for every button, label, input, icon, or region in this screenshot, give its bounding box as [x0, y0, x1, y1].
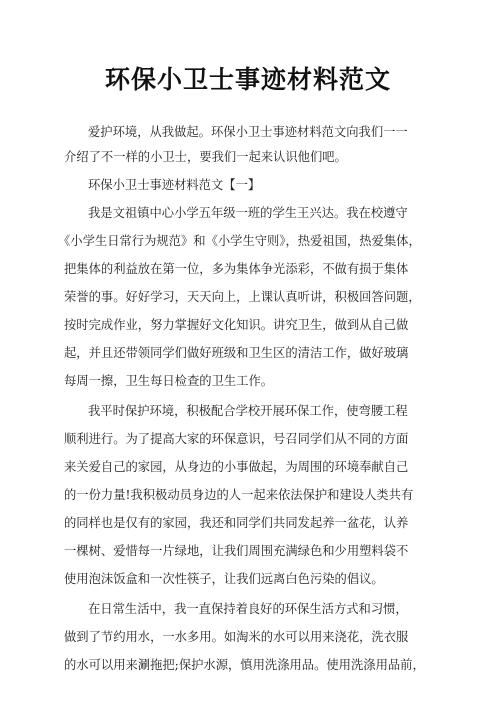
paragraph-line: 按时完成作业，努力掌握好文化知识。讲究卫生，做到从自己做: [64, 318, 409, 332]
paragraph-line: 介绍了不一样的小卫士，要我们一起来认识他们吧。: [64, 150, 347, 164]
paragraph-line: 在日常生活中，我一直保持着良好的环保生活方式和习惯，: [88, 602, 408, 616]
paragraph-line: 把集体的利益放在第一位，多为集体争光添彩，不做有损于集体: [64, 262, 409, 276]
paragraph-line: 我是文祖镇中心小学五年级一班的学生王兴达。我在校遵守: [88, 206, 408, 220]
paragraph-line: 一棵树、爱惜每一片绿地，让我们周围充满绿色和少用塑料袋不: [64, 544, 409, 558]
paragraph-line: 我平时保护环境，积极配合学校开展环保工作，使弯腰工程: [88, 404, 408, 418]
paragraph-line: 顺利进行。为了提高大家的环保意识，号召同学们从不同的方面: [64, 432, 409, 446]
paragraph-line: 每周一擦，卫生每日检查的卫生工作。: [64, 374, 274, 388]
section-heading: 环保小卫士事迹材料范文【一】: [88, 178, 261, 192]
paragraph-line: 的一份力量!我积极动员身边的人一起来依法保护和建设人类共有: [64, 488, 414, 502]
paragraph-line: 的同样也是仅有的家园，我还和同学们共同发起养一盆花，认养: [64, 516, 409, 530]
paragraph-line: 做到了节约用水，一水多用。如淘米的水可以用来浇花，洗衣服: [64, 630, 409, 644]
paragraph-line: 荣誉的事。好好学习，天天向上，上课认真听讲，积极回答问题，: [64, 290, 421, 304]
paragraph-line: 的水可以用来涮拖把;保护水源，慎用洗涤用品。使用洗涤用品前，: [64, 658, 425, 672]
paragraph-line: 使用泡沫饭盒和一次性筷子，让我们远离白色污染的倡议。: [64, 572, 384, 586]
paragraph-line: 《小学生日常行为规范》和《小学生守则》，热爱祖国，热爱集体，: [58, 234, 421, 248]
paragraph-line: 来关爱自己的家园，从身边的小事做起，为周围的环境奉献自己: [64, 460, 409, 474]
paragraph-line: 起，并且还带领同学们做好班级和卫生区的清洁工作，做好玻璃: [64, 346, 409, 360]
paragraph-line: 爱护环境，从我做起。环保小卫士事迹材料范文向我们一一: [88, 125, 408, 139]
document-title: 环保小卫士事迹材料范文: [104, 65, 391, 94]
